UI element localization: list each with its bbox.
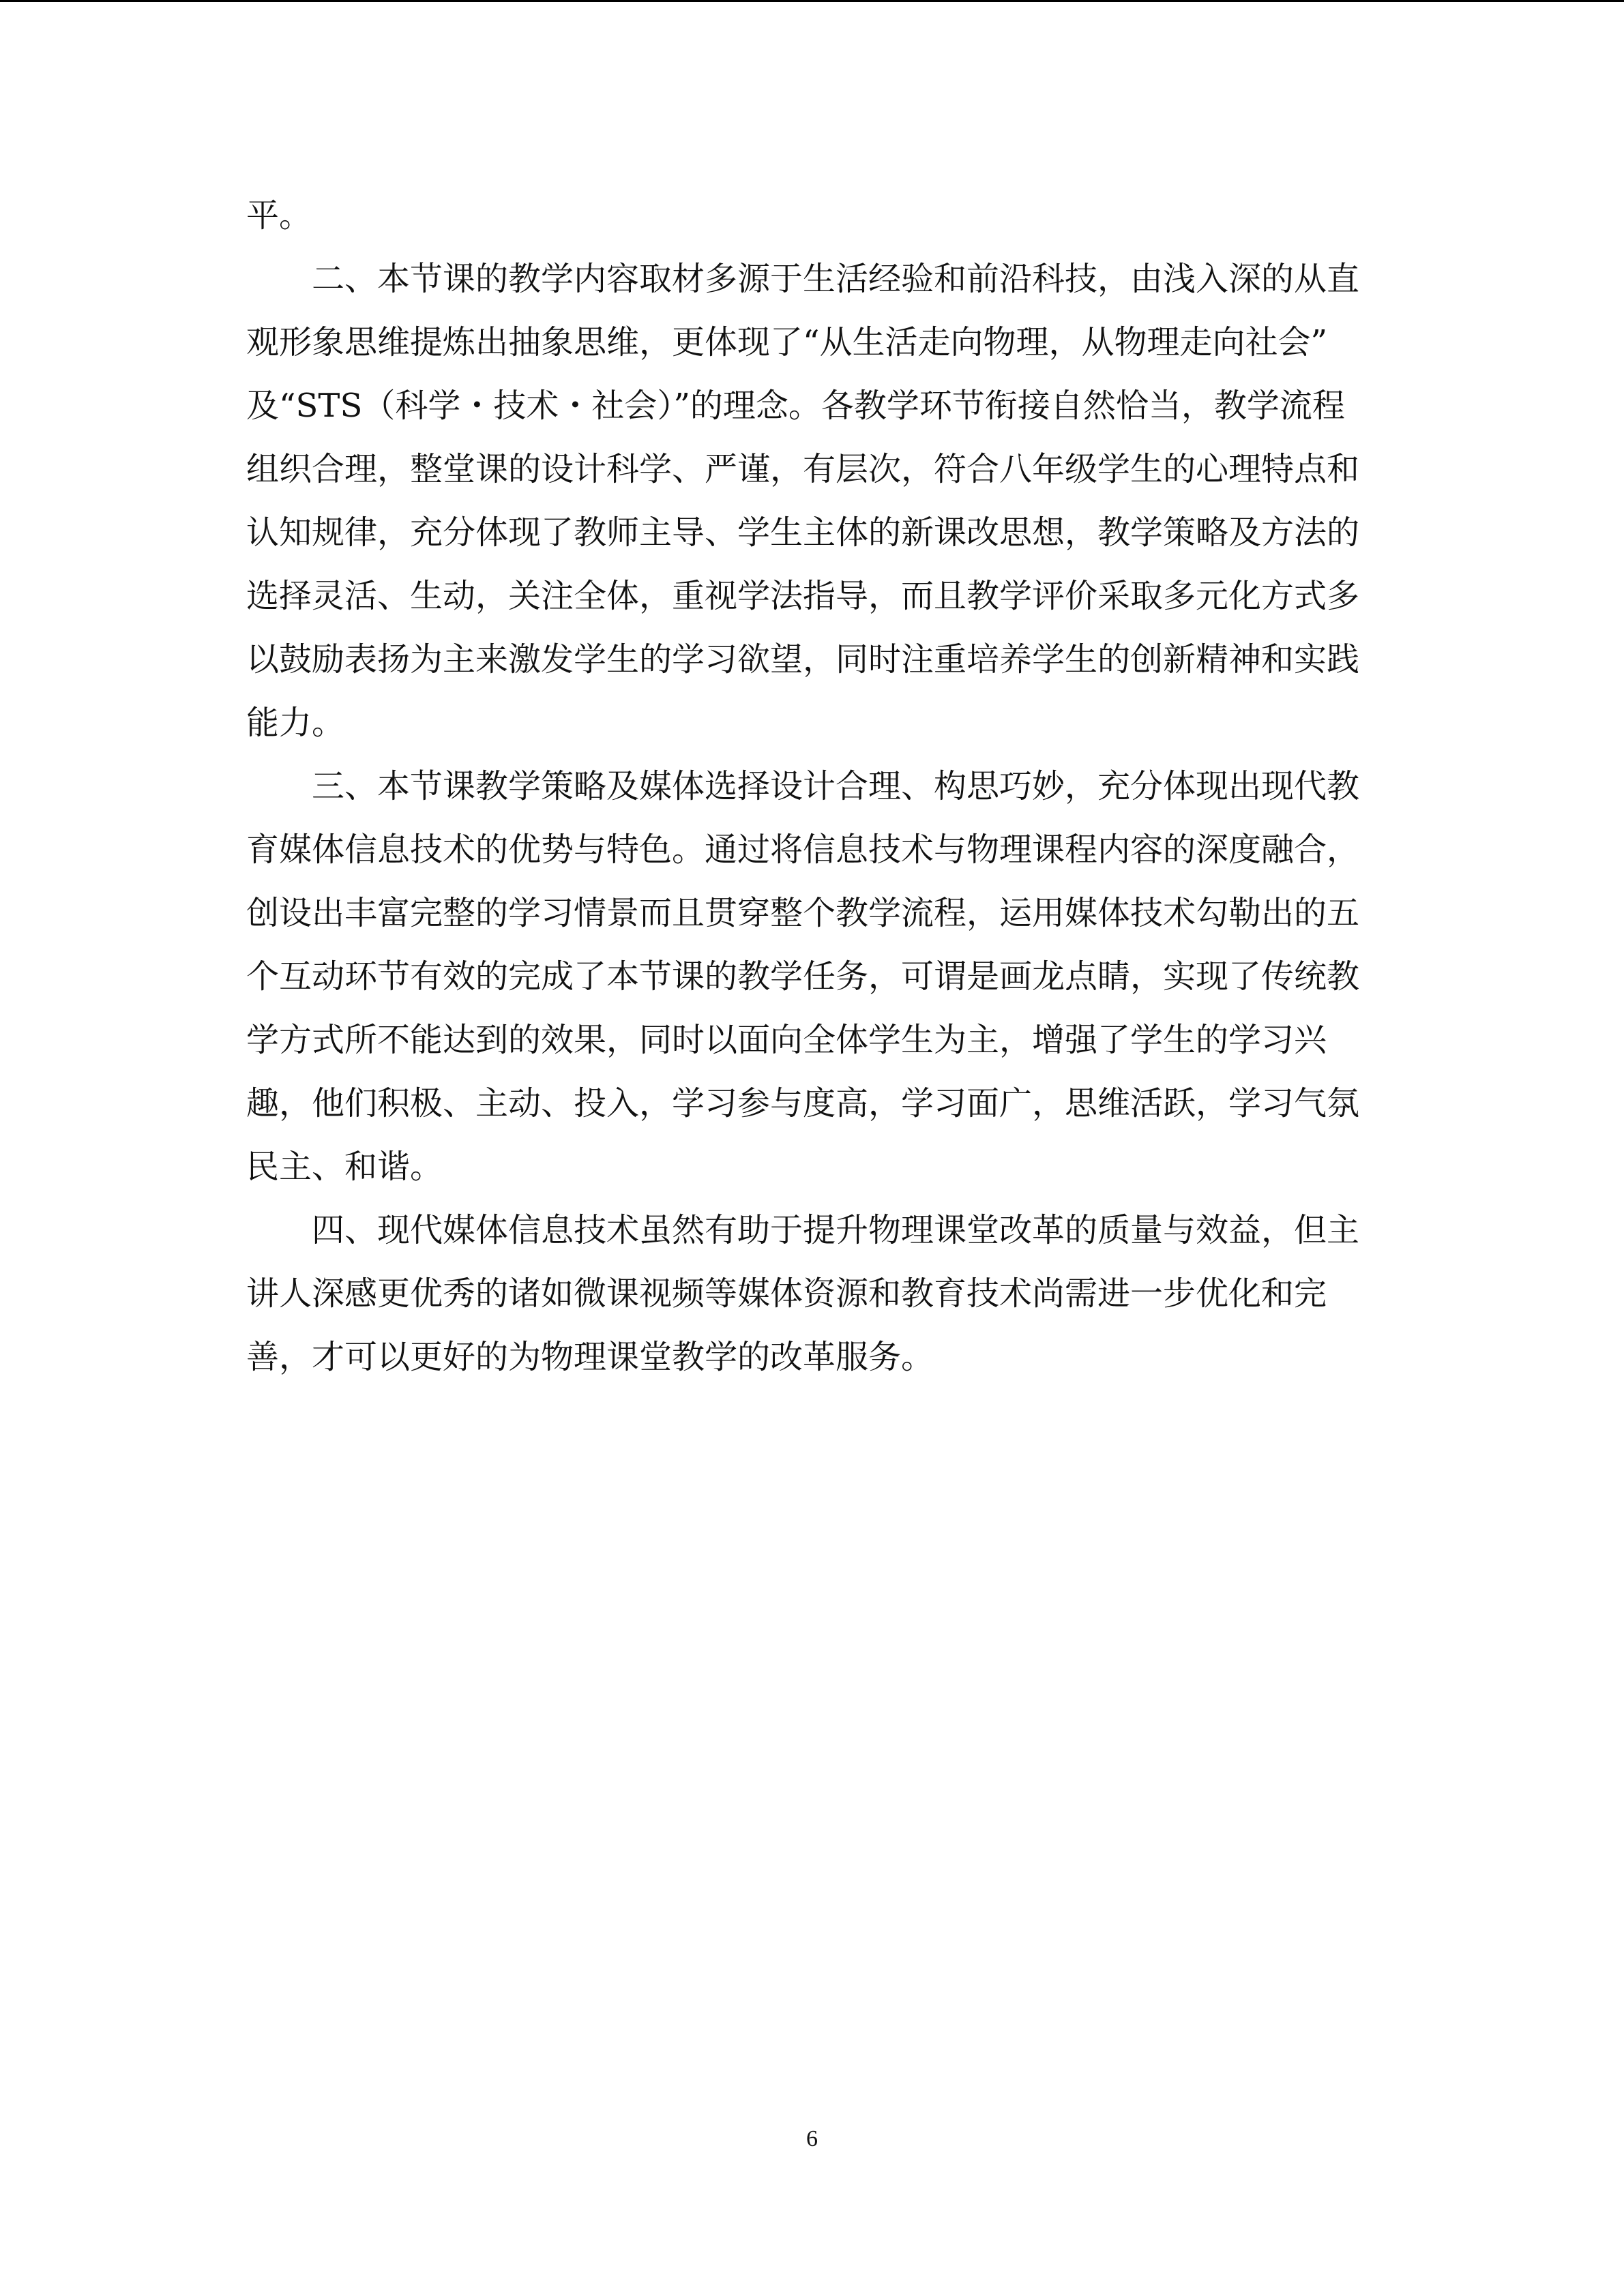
text-line: 二、本节课的教学内容取材多源于生活经验和前沿科技，由浅入深的从直 <box>246 260 1360 298</box>
text-line: 个互动环节有效的完成了本节课的教学任务，可谓是画龙点睛，实现了传统教 <box>246 957 1360 996</box>
page-top-border <box>0 0 1624 2</box>
text-line: 能力。 <box>246 704 345 742</box>
text-line: 及“STS（科学・技术・社会）”的理念。各教学环节衔接自然恰当，教学流程 <box>246 387 1345 425</box>
text-line: 组织合理，整堂课的设计科学、严谨，有层次，符合八年级学生的心理特点和 <box>246 450 1360 488</box>
text-line: 平。 <box>246 196 312 235</box>
text-line: 民主、和谐。 <box>246 1148 443 1186</box>
text-line: 三、本节课教学策略及媒体选择设计合理、构思巧妙，充分体现出现代教 <box>246 767 1360 805</box>
text-line: 育媒体信息技术的优势与特色。通过将信息技术与物理课程内容的深度融合， <box>246 831 1360 869</box>
text-line: 学方式所不能达到的效果，同时以面向全体学生为主，增强了学生的学习兴 <box>246 1021 1327 1059</box>
text-line: 选择灵活、生动，关注全体，重视学法指导，而且教学评价采取多元化方式多 <box>246 577 1360 615</box>
text-line: 观形象思维提炼出抽象思维，更体现了“从生活走向物理，从物理走向社会” <box>246 323 1328 361</box>
document-body <box>246 184 1378 1389</box>
text-line: 讲人深感更优秀的诸如微课视频等媒体资源和教育技术尚需进一步优化和完 <box>246 1274 1327 1313</box>
text-line: 以鼓励表扬为主来激发学生的学习欲望，同时注重培养学生的创新精神和实践 <box>246 640 1360 679</box>
text-line: 趣，他们积极、主动、投入，学习参与度高，学习面广，思维活跃，学习气氛 <box>246 1084 1360 1122</box>
page-number: 6 <box>806 2126 818 2151</box>
text-line: 四、现代媒体信息技术虽然有助于提升物理课堂改革的质量与效益，但主 <box>246 1211 1360 1249</box>
text-line: 认知规律，充分体现了教师主导、学生主体的新课改思想，教学策略及方法的 <box>246 513 1360 552</box>
text-line: 创设出丰富完整的学习情景而且贯穿整个教学流程，运用媒体技术勾勒出的五 <box>246 894 1360 932</box>
text-line: 善，才可以更好的为物理课堂教学的改革服务。 <box>246 1338 934 1376</box>
